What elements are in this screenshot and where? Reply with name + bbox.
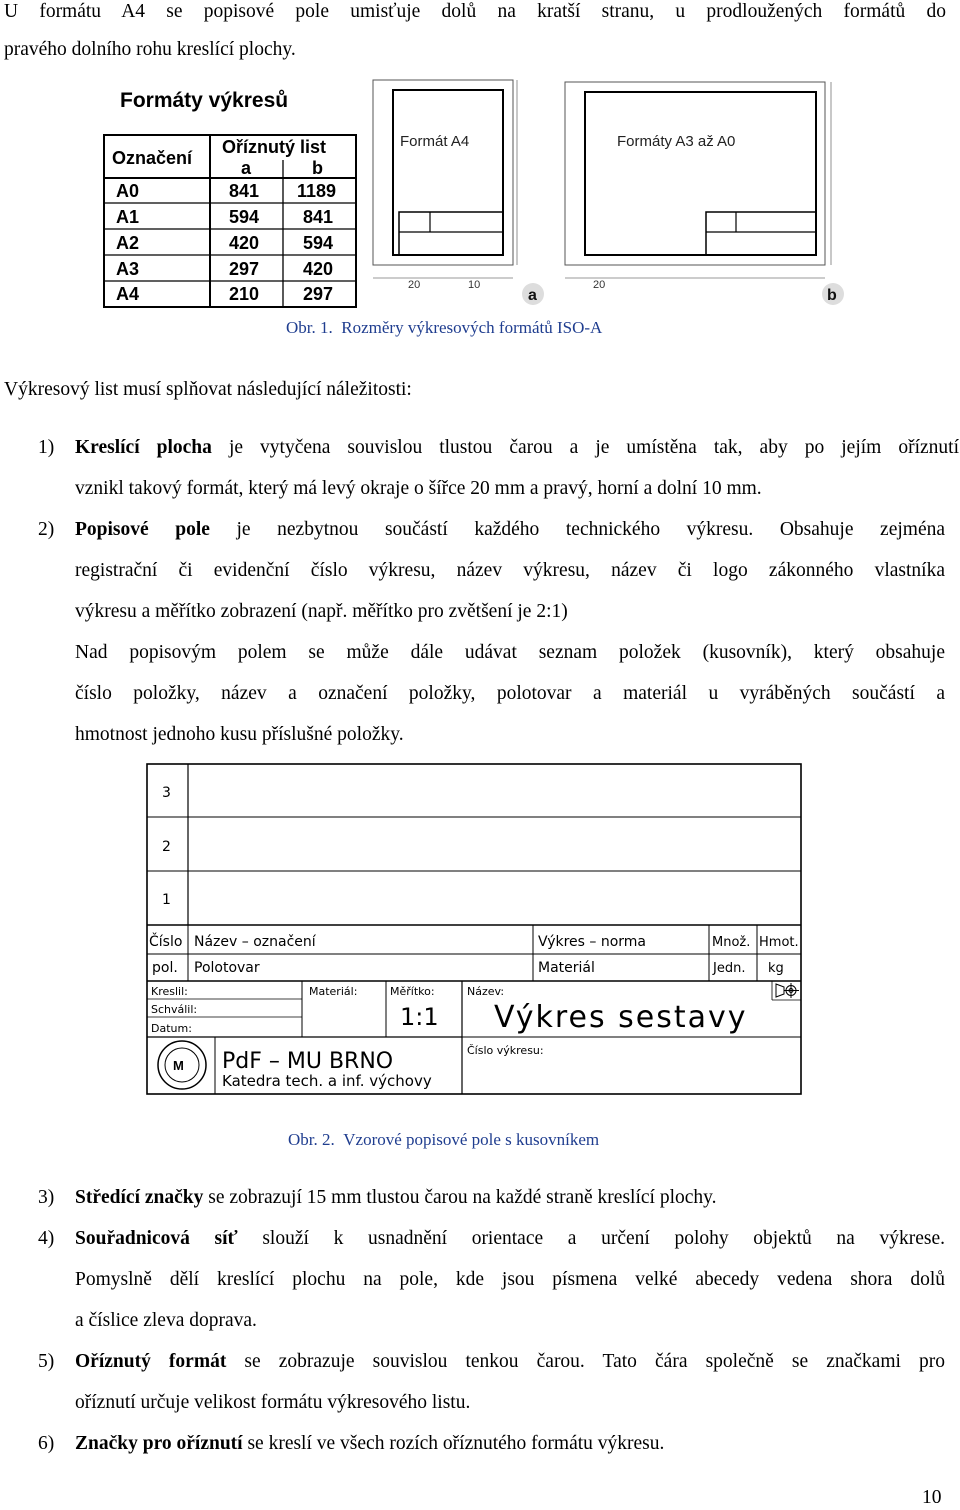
figure-1 (0, 0, 960, 340)
figure-1-caption (286, 318, 602, 338)
caption-number: Obr. 2. (288, 1130, 335, 1149)
figure-2-caption (288, 1130, 599, 1150)
svg-text:M: M (173, 1058, 184, 1073)
drawing-title: Výkres sestavy (494, 1000, 748, 1035)
item-3-term: Středící značky (75, 1187, 204, 1208)
item-2-line-3: výkresu a měřítko zobrazení (např. měřítko pro zvětšení je 2:1) (75, 601, 568, 622)
col-orizn: Oříznutý list (222, 137, 327, 157)
col-b: b (312, 158, 323, 178)
header-kg: kg (768, 961, 784, 976)
row-b: 1189 (297, 181, 337, 201)
table-title: Formáty výkresů (120, 89, 289, 112)
item-2-line-2: registrační či evidenční číslo výkresu, název výkresu, název či logo zákonného vlastníka (75, 560, 945, 581)
item-5-text: se zobrazuje souvislou tenkou čarou. Tato čára společně se značkami pro (244, 1351, 946, 1372)
item-6-text: se kreslí ve všech rozích oříznutého formátu výkresu. (247, 1433, 665, 1454)
label-nazev: Název: (467, 985, 505, 998)
title-block-grid (147, 764, 801, 1094)
row-name: A1 (116, 207, 140, 227)
item-2-number: 2) (38, 519, 55, 540)
item-3-line (75, 1186, 717, 1210)
row-name: A3 (116, 259, 140, 279)
item-4-line-2: Pomyslně dělí kreslící plochu na pole, kde jsou písmena velké abecedy vedena shora dolů (75, 1269, 945, 1290)
row-a: 594 (229, 207, 260, 227)
header-jedn: Jedn. (713, 961, 746, 976)
label-material: Materiál: (309, 985, 358, 998)
item-2-text: je nezbytnou součástí každého technického výkresu. Obsahuje zejména (236, 519, 946, 540)
dim-a: a (528, 287, 537, 304)
row-number-2: 2 (162, 839, 171, 855)
header-vykres: Výkres – norma (538, 934, 647, 950)
row-b: 594 (303, 233, 334, 253)
item-2-line-4: Nad popisovým polem se může dále udávat seznam položek (kusovník), který obsahuje (75, 642, 945, 663)
item-4-text: slouží k usnadnění orientace a určení polohy objektů na výkrese. (262, 1228, 946, 1249)
dim-10: 10 (468, 279, 481, 291)
intro-line-2: pravého dolního rohu kreslící plochy. (4, 39, 296, 60)
row-a: 420 (229, 233, 260, 253)
item-1-number: 1) (38, 437, 55, 458)
item-1-line-1 (75, 436, 959, 460)
item-6-term: Značky pro oříznutí (75, 1433, 243, 1454)
caption-text: Vzorové popisové pole s kusovníkem (343, 1130, 600, 1149)
item-5-line-2: oříznutí určuje velikost formátu výkresového listu. (75, 1392, 471, 1413)
university-logo-icon (158, 1041, 206, 1089)
header-mnoz: Množ. (712, 935, 751, 950)
row-a: 210 (229, 284, 260, 304)
row-number-3: 3 (162, 785, 171, 801)
item-4-number: 4) (38, 1228, 55, 1249)
a4-label: Formát A4 (400, 133, 470, 150)
header-cislo: Číslo (149, 934, 183, 950)
item-2-line-5: číslo položky, název a označení položky, polotovar a materiál u vyráběných součástí a (75, 683, 945, 704)
row-a: 841 (229, 181, 260, 201)
col-a: a (241, 158, 252, 178)
a3-label: Formáty A3 až A0 (617, 133, 736, 150)
item-1-term: Kreslící plocha (75, 437, 212, 458)
item-5-term: Oříznutý formát (75, 1351, 227, 1372)
dim-b: b (827, 287, 837, 304)
header-hmot: Hmot. (759, 935, 799, 950)
item-4-line-1 (75, 1227, 945, 1251)
label-kreslil: Kreslil: (151, 985, 188, 998)
a3-a0-format-sketch (565, 82, 844, 305)
item-4-line-3: a číslice zleva doprava. (75, 1310, 257, 1331)
section-heading: Výkresový list musí splňovat následující náležitosti: (4, 379, 412, 400)
projection-symbol-icon (776, 983, 799, 998)
row-b: 841 (303, 207, 334, 227)
item-2-line-6: hmotnost jednoho kusu příslušné položky. (75, 724, 404, 745)
header-material: Materiál (538, 960, 595, 976)
item-1-text: je vytyčena souvislou tlustou čarou a je umístěna tak, aby po jejím oříznutí (228, 437, 960, 458)
row-b: 297 (303, 284, 334, 304)
label-cislo-vykresu: Číslo výkresu: (467, 1044, 544, 1057)
header-nazev: Název – označení (194, 934, 316, 950)
item-4-term: Souřadnicová síť (75, 1228, 238, 1249)
row-name: A0 (116, 181, 140, 201)
caption-number: Obr. 1. (286, 318, 333, 337)
item-3-text: se zobrazují 15 mm tlustou čarou na každé straně kreslící plochy. (208, 1187, 717, 1208)
label-datum: Datum: (151, 1022, 192, 1035)
item-6-line (75, 1432, 664, 1456)
row-name: A4 (116, 284, 140, 304)
item-2-term: Popisové pole (75, 519, 210, 540)
intro-line-1: U formátu A4 se popisové pole umisťuje dolů na kratší stranu, u prodloužených formátů do (4, 1, 946, 22)
row-number-1: 1 (162, 892, 171, 908)
item-5-number: 5) (38, 1351, 55, 1372)
page-number: 10 (922, 1487, 942, 1508)
row-name: A2 (116, 233, 140, 253)
dim-20: 20 (408, 279, 421, 291)
caption-text: Rozměry výkresových formátů ISO-A (341, 318, 603, 337)
item-6-number: 6) (38, 1433, 55, 1454)
dim-20: 20 (593, 279, 606, 291)
label-schvalil: Schválil: (151, 1003, 198, 1016)
a4-format-sketch (373, 80, 544, 305)
row-a: 297 (229, 259, 260, 279)
header-pol: pol. (152, 960, 178, 976)
label-meritko: Měřítko: (390, 985, 435, 998)
row-b: 420 (303, 259, 334, 279)
item-3-number: 3) (38, 1187, 55, 1208)
item-2-line-1 (75, 518, 945, 542)
item-1-line-2: vznikl takový formát, který má levý okraje o šířce 20 mm a pravý, horní a dolní 10 mm. (75, 478, 762, 499)
col-oznaceni: Označení (112, 148, 193, 168)
header-polotovar: Polotovar (194, 960, 260, 976)
scale-value: 1:1 (400, 1003, 439, 1031)
item-5-line-1 (75, 1350, 945, 1374)
org-department: Katedra tech. a inf. výchovy (222, 1072, 432, 1090)
org-name: PdF – MU BRNO (222, 1049, 394, 1074)
